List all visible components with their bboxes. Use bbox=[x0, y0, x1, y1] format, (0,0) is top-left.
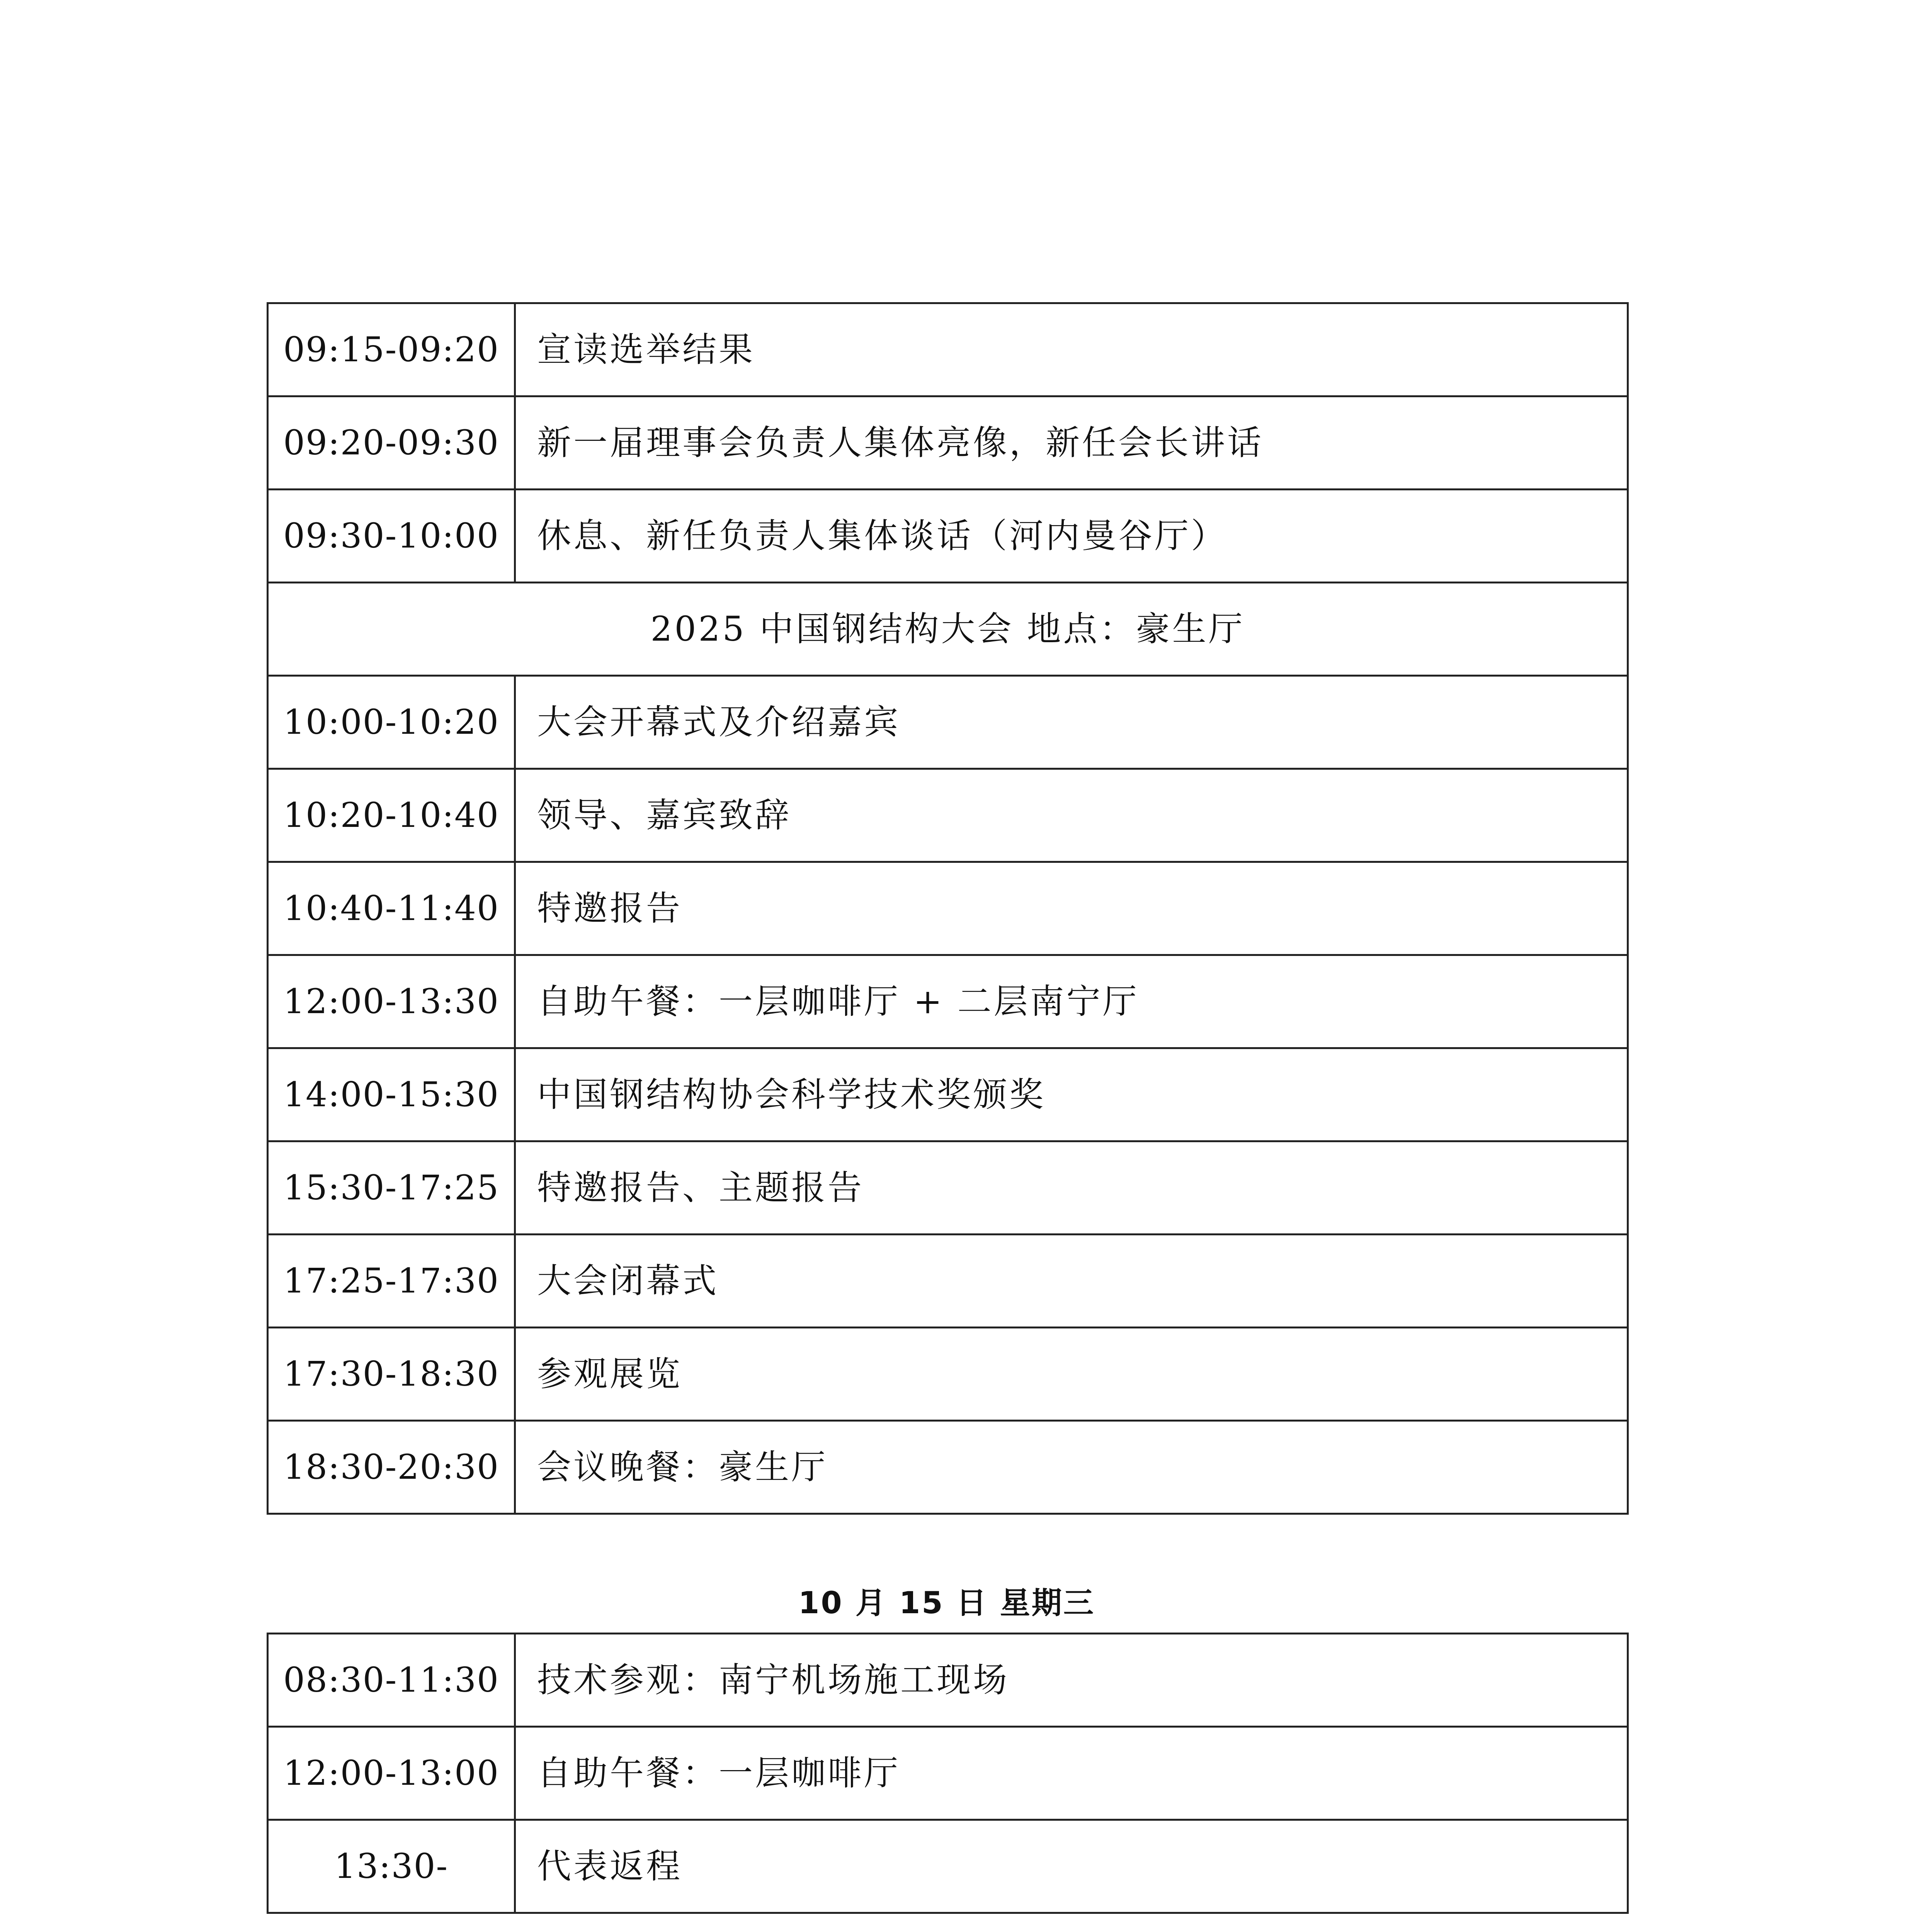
event-cell: 技术参观：南宁机场施工现场 bbox=[515, 1634, 1628, 1727]
event-cell: 参观展览 bbox=[515, 1328, 1628, 1421]
table-row bbox=[268, 862, 1628, 955]
time-cell: 10:00-10:20 bbox=[268, 676, 515, 769]
table-row bbox=[268, 490, 1628, 583]
time-cell: 17:25-17:30 bbox=[268, 1235, 515, 1328]
event-cell: 宣读选举结果 bbox=[515, 303, 1628, 396]
day-heading: 10 月 15 日 星期三 bbox=[798, 1586, 1095, 1621]
time-cell: 09:30-10:00 bbox=[268, 490, 515, 583]
time-cell: 14:00-15:30 bbox=[268, 1048, 515, 1141]
table-row bbox=[268, 769, 1628, 862]
event-cell: 大会开幕式及介绍嘉宾 bbox=[515, 676, 1628, 769]
event-cell: 特邀报告 bbox=[515, 862, 1628, 955]
table-row bbox=[268, 1328, 1628, 1421]
table-row bbox=[268, 676, 1628, 769]
time-cell: 18:30-20:30 bbox=[268, 1421, 515, 1514]
table-row bbox=[268, 1634, 1628, 1727]
time-cell: 10:40-11:40 bbox=[268, 862, 515, 955]
table-row bbox=[268, 1235, 1628, 1328]
time-cell: 13:30- bbox=[268, 1820, 515, 1913]
table-row bbox=[268, 1421, 1628, 1514]
table-row bbox=[268, 396, 1628, 490]
event-cell: 特邀报告、主题报告 bbox=[515, 1141, 1628, 1235]
event-cell: 自助午餐：一层咖啡厅 + 二层南宁厅 bbox=[515, 955, 1628, 1048]
schedule-table-oct-14 bbox=[267, 302, 1629, 1515]
event-cell: 休息、新任负责人集体谈话（河内曼谷厅） bbox=[515, 490, 1628, 583]
time-cell: 12:00-13:00 bbox=[268, 1727, 515, 1820]
section-row bbox=[268, 583, 1628, 676]
event-cell: 大会闭幕式 bbox=[515, 1235, 1628, 1328]
event-cell: 中国钢结构协会科学技术奖颁奖 bbox=[515, 1048, 1628, 1141]
time-cell: 09:20-09:30 bbox=[268, 396, 515, 490]
schedule-table-oct-15 bbox=[267, 1633, 1629, 1914]
section-heading: 2025 中国钢结构大会 地点：豪生厅 bbox=[268, 583, 1628, 676]
table-row bbox=[268, 1048, 1628, 1141]
event-cell: 新一届理事会负责人集体亮像，新任会长讲话 bbox=[515, 396, 1628, 490]
event-cell: 会议晚餐：豪生厅 bbox=[515, 1421, 1628, 1514]
table-row bbox=[268, 1820, 1628, 1913]
table-row bbox=[268, 955, 1628, 1048]
event-cell: 领导、嘉宾致辞 bbox=[515, 769, 1628, 862]
time-cell: 09:15-09:20 bbox=[268, 303, 515, 396]
time-cell: 10:20-10:40 bbox=[268, 769, 515, 862]
event-cell: 自助午餐：一层咖啡厅 bbox=[515, 1727, 1628, 1820]
time-cell: 17:30-18:30 bbox=[268, 1328, 515, 1421]
time-cell: 15:30-17:25 bbox=[268, 1141, 515, 1235]
time-cell: 12:00-13:30 bbox=[268, 955, 515, 1048]
event-cell: 代表返程 bbox=[515, 1820, 1628, 1913]
time-cell: 08:30-11:30 bbox=[268, 1634, 515, 1727]
table-row bbox=[268, 303, 1628, 396]
table-row bbox=[268, 1727, 1628, 1820]
table-row bbox=[268, 1141, 1628, 1235]
